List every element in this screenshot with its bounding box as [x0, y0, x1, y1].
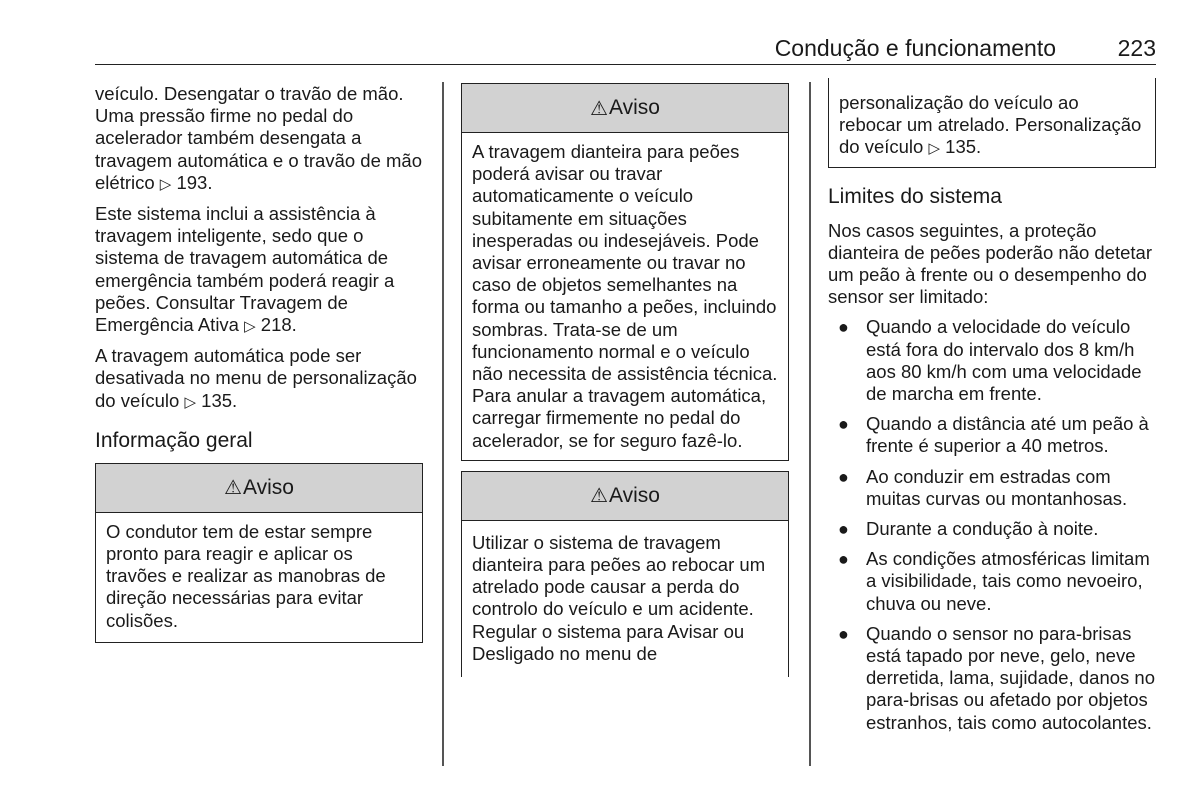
- page-reference[interactable]: 218.: [260, 314, 297, 336]
- bullet-dot-icon: ●: [838, 414, 849, 435]
- warning-text-continued: personalização do veículo ao rebocar um atrelado. Personalização do veículo ▷ 135.: [839, 92, 1142, 158]
- column-2: [461, 83, 791, 677]
- section-heading-general-info: Informação geral: [95, 428, 253, 452]
- section-heading-system-limits: Limites do sistema: [828, 184, 1002, 208]
- page-reference[interactable]: 135.: [201, 389, 238, 411]
- warning-box-trailer: [461, 471, 789, 677]
- bullet-dot-icon: ●: [838, 549, 849, 570]
- bullet-dot-icon: ●: [838, 466, 849, 487]
- list-item: ● Quando a distância até um peão à frente é superior a 40 metros.: [838, 413, 1149, 457]
- warning-box-pedestrian-braking: [461, 83, 789, 461]
- page-header: [95, 34, 1156, 65]
- page-reference[interactable]: 135.: [945, 136, 982, 158]
- warning-triangle-icon: ⚠: [590, 97, 608, 120]
- paragraph-parking-brake: veículo. Desengatar o travão de mão. Uma pressão firme no pedal do acelerador também desengata a travagem automática e o travão de mão elétrico ▷ 193.: [95, 83, 423, 193]
- list-item: ● Quando a velocidade do veículo está fora do intervalo dos 8 km/h aos 80 km/h com uma velocidade de marcha em frente.: [838, 316, 1142, 405]
- cross-reference-arrow-icon[interactable]: ▷: [928, 140, 941, 158]
- warning-box: [95, 463, 423, 643]
- warning-title: Aviso: [242, 475, 294, 499]
- paragraph-intelligent-braking: Este sistema inclui a assistência à travagem inteligente, sedo que o sistema de travagem automática de emergência também poderá reagir a peões. Consultar Travagem de Emergência Ativa ▷ 218.: [95, 203, 395, 336]
- warning-title: Aviso: [608, 483, 660, 507]
- warning-header: [462, 84, 788, 133]
- warning-text: Utilizar o sistema de travagem dianteira para peões ao rebocar um atrelado pode causar a perda do controlo do veículo e um acidente. Regular o sistema para Avisar ou Desligado no menu de: [472, 531, 766, 664]
- cross-reference-arrow-icon[interactable]: ▷: [244, 318, 256, 336]
- column-1: [95, 83, 425, 643]
- warning-text: A travagem dianteira para peões poderá avisar ou travar automaticamente o veículo subitamente em situações inesperadas ou indesejáveis. Pode avisar erroneamente ou travar no caso de objetos semelhantes na forma ou tamanho a peões, incluindo sombras. Trata-se de um funcionamento normal e o veículo não necessita de assistência técnica. Para anular a travagem automática, carregar firmemente no pedal do acelerador, se for seguro fazê-lo.: [472, 141, 778, 451]
- warning-text: O condutor tem de estar sempre pronto para reagir e aplicar os travões e realizar as manobras de direção necessárias para evitar colisões.: [106, 520, 386, 631]
- paragraph-limits-intro: Nos casos seguintes, a proteção dianteira de peões poderão não detetar um peão à frente ou o desempenho do sensor ser limitado:: [828, 219, 1153, 308]
- bullet-dot-icon: ●: [838, 519, 849, 540]
- limits-list: [828, 316, 1158, 733]
- warning-title: Aviso: [608, 96, 660, 119]
- paragraph-deactivation: A travagem automática pode ser desativada no menu de personalização do veículo ▷ 135.: [95, 345, 417, 411]
- warning-header: [96, 464, 422, 513]
- warning-header: [462, 472, 788, 521]
- page-number: 223: [1117, 35, 1156, 61]
- list-item: ● As condições atmosféricas limitam a visibilidade, tais como nevoeiro, chuva ou neve.: [838, 548, 1150, 614]
- list-item: ● Quando o sensor no para-brisas está tapado por neve, gelo, neve derretida, lama, sujidade, danos no para-brisas ou afetado por objetos estranhos, tais como autocolantes.: [838, 622, 1155, 733]
- warning-box-continued: [828, 78, 1156, 168]
- list-item: ● Ao conduzir em estradas com muitas curvas ou montanhosas.: [838, 465, 1128, 509]
- column-divider-left: [442, 82, 444, 766]
- page-reference[interactable]: 193.: [176, 171, 213, 193]
- bullet-dot-icon: ●: [838, 623, 849, 644]
- warning-triangle-icon: ⚠: [590, 485, 608, 508]
- column-3: [828, 78, 1158, 742]
- list-item: ● Durante a condução à noite.: [838, 518, 1099, 540]
- bullet-dot-icon: ●: [838, 317, 849, 338]
- cross-reference-arrow-icon[interactable]: ▷: [159, 175, 172, 193]
- cross-reference-arrow-icon[interactable]: ▷: [184, 393, 197, 411]
- warning-triangle-icon: ⚠: [224, 477, 242, 500]
- column-divider-right: [809, 82, 811, 766]
- chapter-title: Condução e funcionamento: [774, 35, 1056, 61]
